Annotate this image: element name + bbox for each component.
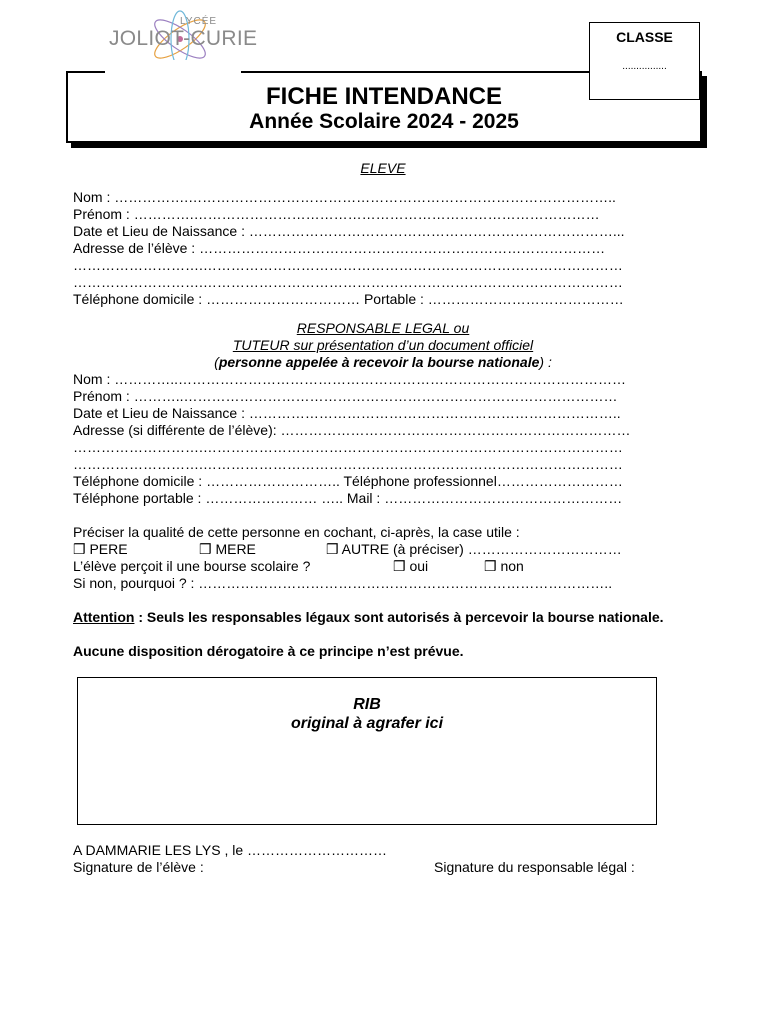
- classe-box[interactable]: [589, 22, 700, 100]
- resp-prenom-field[interactable]: Prénom : ………..…………………………………………………………………………………: [73, 388, 618, 404]
- page-title: FICHE INTENDANCE: [265, 83, 502, 110]
- logo-background: [105, 60, 241, 76]
- attention-label: Attention: [73, 609, 135, 625]
- resp-adresse-field[interactable]: Adresse (si différente de l’élève): …………………………………………………………………: [73, 422, 631, 438]
- qualite-intro: Préciser la qualité de cette personne en cochant, ci-après, la case utile :: [73, 524, 520, 540]
- page-subtitle: Année Scolaire 2024 - 2025: [249, 110, 519, 133]
- resp-nom-field[interactable]: Nom : …………..……………………………………………………………………………………: [73, 371, 627, 387]
- rib-box: [77, 677, 657, 825]
- resp-naissance-field[interactable]: Date et Lieu de Naissance : ……………………………………………………………………..: [73, 405, 621, 421]
- eleve-adresse-line3[interactable]: ……………………….………………………………………………………………………………: [73, 274, 623, 290]
- signature-eleve-label: Signature de l’élève :: [73, 859, 204, 875]
- mere-checkbox[interactable]: ❒ MERE: [199, 541, 256, 557]
- oui-checkbox[interactable]: ❒ oui: [393, 558, 429, 574]
- resp-portable-mail-field[interactable]: Téléphone portable : …………………… ….. Mail : ……………………………………………: [73, 490, 623, 506]
- responsable-heading: RESPONSABLE LEGAL ou: [296, 320, 470, 336]
- logo-name-text: JOLIOT-CURIE: [109, 27, 258, 50]
- si-non-field[interactable]: Si non, pourquoi ? : ……………………………………………………………………………..: [73, 575, 613, 591]
- eleve-naissance-field[interactable]: Date et Lieu de Naissance : ……………………………………………………………………...: [73, 223, 625, 239]
- rib-title: RIB: [353, 696, 381, 713]
- logo-small-text: LYCÉE: [180, 16, 218, 27]
- eleve-adresse-line2[interactable]: ……………………….………………………………………………………………………………: [73, 257, 623, 273]
- pere-checkbox[interactable]: ❒ PERE: [73, 541, 128, 557]
- place-date-field[interactable]: A DAMMARIE LES LYS , le …………………………: [73, 842, 388, 858]
- classe-field[interactable]: ................: [622, 61, 667, 72]
- non-checkbox[interactable]: ❒ non: [484, 558, 524, 574]
- classe-label: CLASSE: [616, 29, 673, 45]
- paren-close: ) :: [539, 354, 552, 370]
- autre-checkbox[interactable]: ❒ AUTRE (à préciser) ……………………………: [326, 541, 622, 557]
- eleve-nom-field[interactable]: Nom : …………….………………………………………………………………………………..: [73, 189, 616, 205]
- paren-open: (: [214, 354, 219, 370]
- eleve-heading: ELEVE: [360, 160, 406, 176]
- attention-line2: Aucune disposition dérogatoire à ce principe n’est prévue.: [73, 643, 464, 659]
- signature-responsable-label: Signature du responsable légal :: [434, 859, 635, 875]
- attention-text: : Seuls les responsables légaux sont autorisés à percevoir la bourse nationale.: [134, 609, 664, 625]
- eleve-adresse-field[interactable]: Adresse de l’élève : ……………………………………………………………………………: [73, 240, 606, 256]
- bourse-question: L’élève perçoit il une bourse scolaire ?: [73, 558, 311, 574]
- bourse-heading-bold: personne appelée à recevoir la bourse nationale: [218, 354, 540, 370]
- resp-adresse-line2[interactable]: ……………………….………………………………………………………………………………: [73, 439, 623, 455]
- rib-instruction: original à agrafer ici: [290, 715, 444, 732]
- resp-adresse-line3[interactable]: ……………………….………………………………………………………………………………: [73, 456, 623, 472]
- attention-paragraph: [73, 609, 693, 626]
- eleve-telephone-field[interactable]: Téléphone domicile : …………………………… Portable : ……………………………………: [73, 291, 624, 307]
- eleve-prenom-field[interactable]: Prénom : ………….……………………………………………………………………………: [73, 206, 600, 222]
- tuteur-heading: TUTEUR sur présentation d’un document officiel: [232, 337, 534, 353]
- resp-telephone-field[interactable]: Téléphone domicile : ……………………….. Téléphone professionnel………………………: [73, 473, 623, 489]
- bourse-heading: [73, 354, 693, 371]
